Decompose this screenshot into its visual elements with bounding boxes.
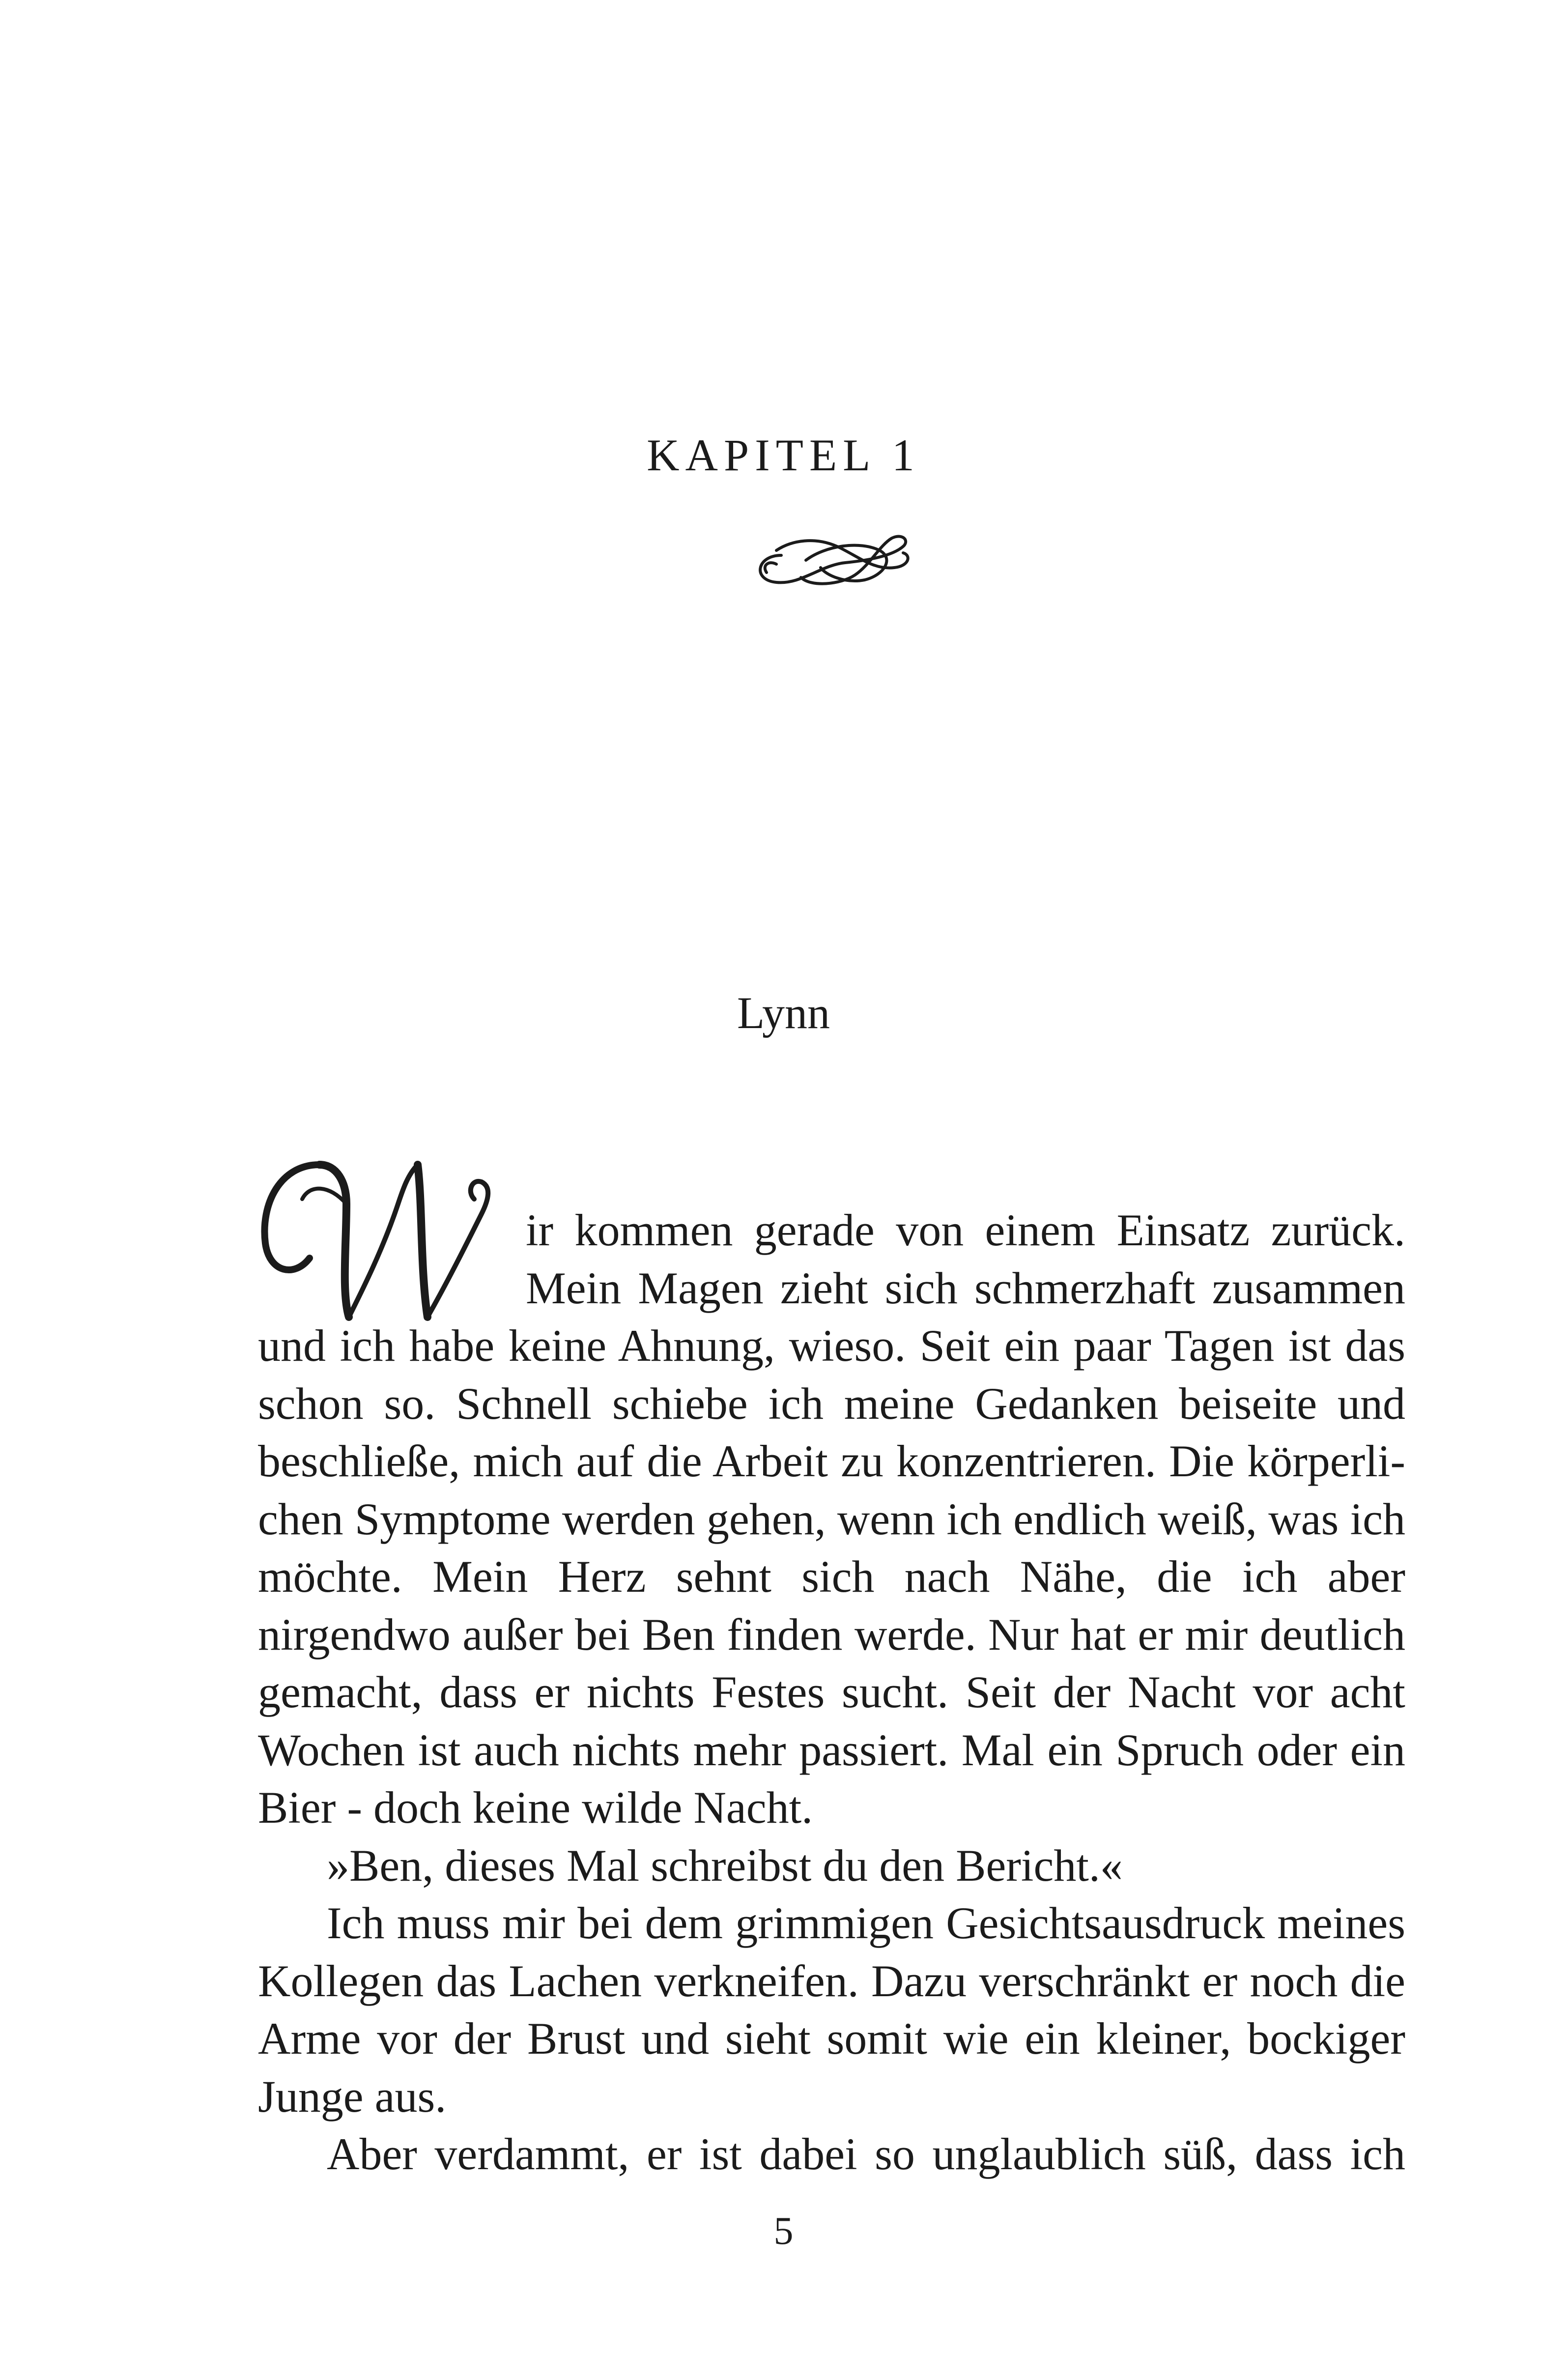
text-line: Mein Magen zieht sich schmerzhaft zusammen <box>526 1262 1405 1313</box>
body-paragraph-2 <box>258 1837 1405 1895</box>
body-paragraph-4 <box>258 2125 1405 2183</box>
page-number: 5 <box>773 2209 794 2253</box>
text-line: möchte. Mein Herz sehnt sich nach Nähe, die ich aber <box>258 1551 1405 1602</box>
body-paragraph-3 <box>258 1894 1405 2125</box>
text-line: schon so. Schnell schiebe ich meine Gedanken beiseite und <box>258 1378 1405 1429</box>
text-line: Kollegen das Lachen verkneifen. Dazu verschränkt er noch die <box>258 1955 1405 2006</box>
text-line: und ich habe keine Ahnung, wieso. Seit ein paar Tagen ist das <box>258 1320 1405 1371</box>
text-line: ir kommen gerade von einem Einsatz zurück. <box>526 1205 1405 1255</box>
text-line: »Ben, dieses Mal schreibst du den Bericht.« <box>327 1840 1123 1891</box>
text-line: Wochen ist auch nichts mehr passiert. Mal ein Spruch oder ein <box>258 1724 1405 1775</box>
chapter-heading: KAPITEL 1 <box>647 430 920 480</box>
text-line: nirgendwo außer bei Ben finden werde. Nur hat er mir deutlich <box>258 1609 1405 1660</box>
pov-name: Lynn <box>737 988 830 1038</box>
text-line: gemacht, dass er nichts Festes sucht. Seit der Nacht vor acht <box>258 1667 1405 1717</box>
body-paragraph-1 <box>258 1202 1405 1837</box>
text-line: Ich muss mir bei dem grimmigen Gesichtsausdruck meines <box>327 1898 1405 1948</box>
text-line: beschließe, mich auf die Arbeit zu konzentrieren. Die körperli- <box>258 1436 1405 1486</box>
text-line: Arme vor der Brust und sieht somit wie ein kleiner, bockiger <box>258 2013 1405 2064</box>
text-line: chen Symptome werden gehen, wenn ich endlich weiß, was ich <box>258 1493 1405 1544</box>
text-line: Bier - doch keine wilde Nacht. <box>258 1782 813 1833</box>
text-line: Junge aus. <box>258 2071 447 2122</box>
text-line: Aber verdammt, er ist dabei so unglaublich süß, dass ich <box>327 2129 1405 2179</box>
flourish-ornament-icon <box>747 526 914 600</box>
